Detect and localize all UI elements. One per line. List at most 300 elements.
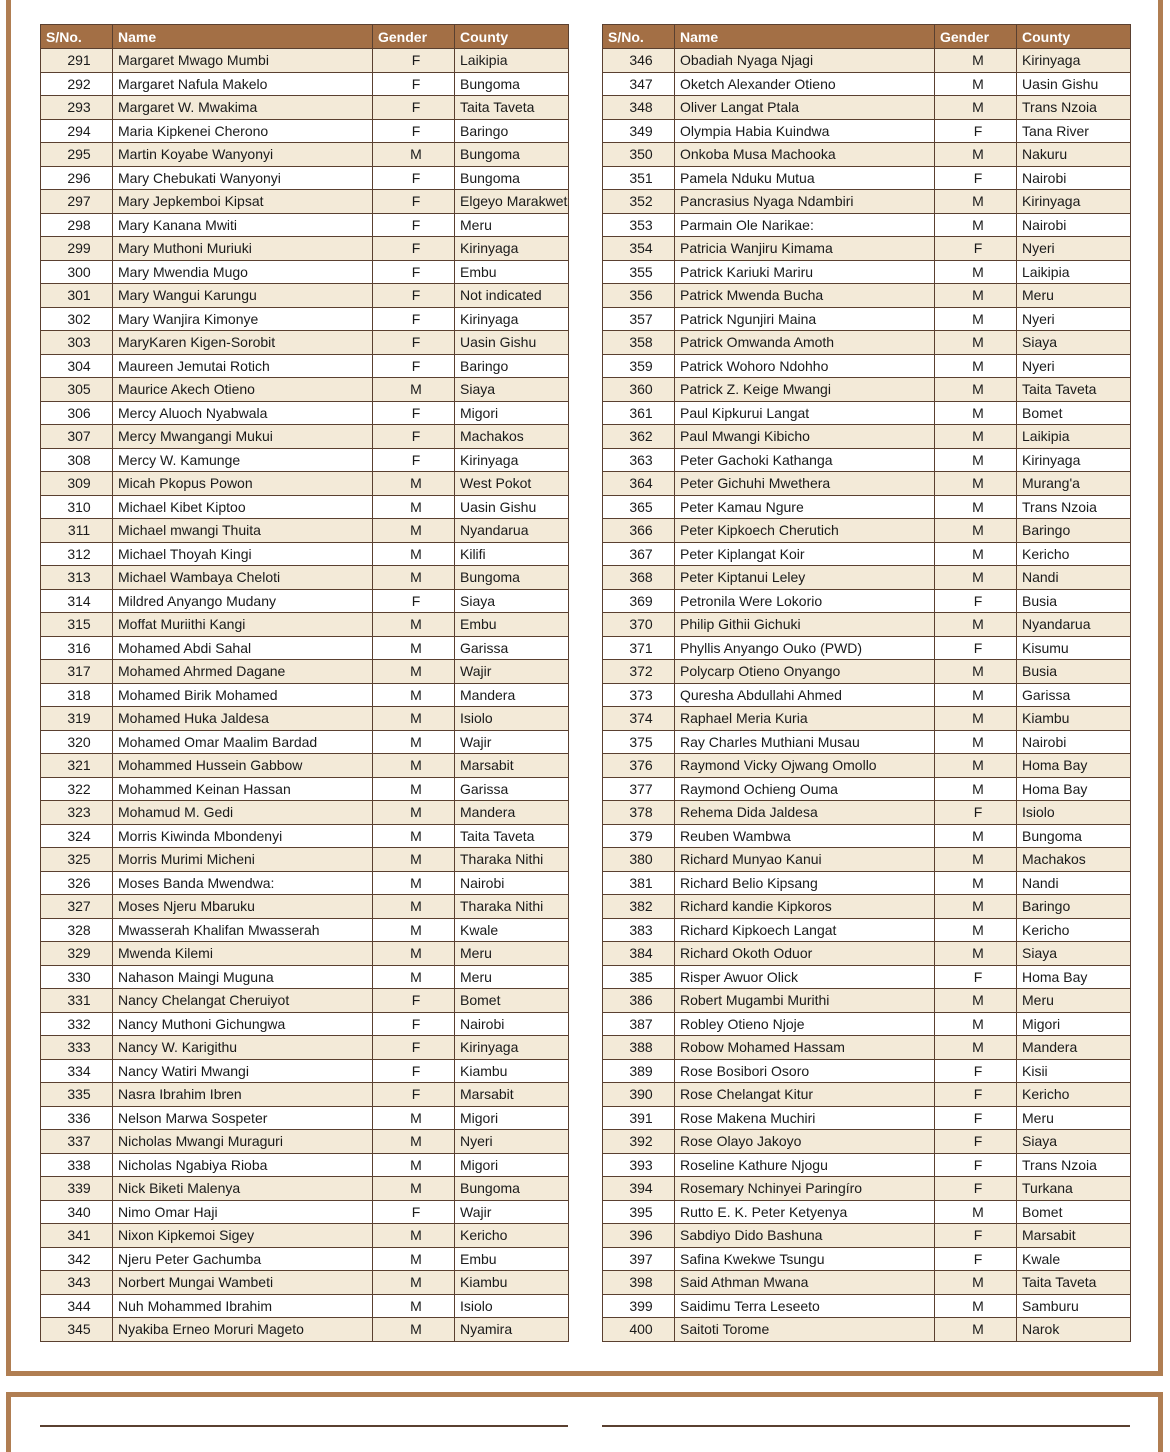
cell-county: Siaya [455,378,569,402]
cell-county: Kericho [1017,918,1131,942]
table-row [603,190,1131,214]
cell-county: Trans Nzoia [1017,96,1131,120]
cell-gender: M [935,895,1017,919]
cell-county: Migori [455,1153,569,1177]
cell-gender: M [373,777,455,801]
cell-sno: 374 [603,707,675,731]
cell-sno: 390 [603,1083,675,1107]
cell-county: Homa Bay [1017,965,1131,989]
cell-name: Nahason Maingi Muguna [113,965,373,989]
cell-gender: F [373,307,455,331]
cell-sno: 339 [41,1177,113,1201]
cell-county: Nyeri [1017,237,1131,261]
table-row [603,166,1131,190]
cell-name: Patrick Ngunjiri Maina [675,307,935,331]
cell-sno: 304 [41,354,113,378]
cell-county: Busia [1017,589,1131,613]
table-row [41,942,569,966]
cell-name: Mwasserah Khalifan Mwasserah [113,918,373,942]
cell-county: Taita Taveta [455,96,569,120]
cell-sno: 293 [41,96,113,120]
cell-name: MaryKaren Kigen-Sorobit [113,331,373,355]
table-row [41,307,569,331]
roster-table-left [40,24,569,1342]
cell-name: Nasra Ibrahim Ibren [113,1083,373,1107]
cell-county: Kwale [455,918,569,942]
table-row [603,119,1131,143]
cell-sno: 327 [41,895,113,919]
table-row [603,425,1131,449]
cell-gender: M [935,566,1017,590]
cell-name: Risper Awuor Olick [675,965,935,989]
cell-sno: 299 [41,237,113,261]
cell-name: Philip Githii Gichuki [675,613,935,637]
cell-sno: 380 [603,848,675,872]
cell-sno: 294 [41,119,113,143]
cell-sno: 336 [41,1106,113,1130]
table-row [41,213,569,237]
cell-county: Siaya [1017,331,1131,355]
cell-gender: M [935,331,1017,355]
cell-gender: M [935,190,1017,214]
cell-gender: M [935,542,1017,566]
table-row [41,965,569,989]
table-row [41,660,569,684]
cell-county: Kiambu [455,1271,569,1295]
cell-gender: F [373,425,455,449]
table-row [41,1247,569,1271]
header-gender: Gender [373,25,455,49]
table-row [41,1177,569,1201]
cell-name: Mohamed Birik Mohamed [113,683,373,707]
table-row [41,49,569,73]
cell-sno: 316 [41,636,113,660]
cell-gender: F [935,1083,1017,1107]
cell-sno: 320 [41,730,113,754]
cell-county: Kericho [455,1224,569,1248]
table-row [603,942,1131,966]
cell-sno: 398 [603,1271,675,1295]
cell-sno: 322 [41,777,113,801]
cell-county: Kiambu [455,1059,569,1083]
cell-name: Richard Munyao Kanui [675,848,935,872]
cell-gender: M [935,1318,1017,1342]
cell-county: Embu [455,260,569,284]
cell-county: Isiolo [455,1294,569,1318]
roster-body-left [41,49,569,1342]
cell-county: Kirinyaga [1017,49,1131,73]
table-row [603,143,1131,167]
cell-name: Raymond Vicky Ojwang Omollo [675,754,935,778]
cell-county: Bungoma [455,566,569,590]
cell-gender: F [373,1059,455,1083]
cell-county: Homa Bay [1017,777,1131,801]
table-row [603,1012,1131,1036]
header-sno: S/No. [603,25,675,49]
cell-county: Kirinyaga [1017,448,1131,472]
cell-name: Peter Gichuhi Mwethera [675,472,935,496]
cell-county: Nairobi [455,871,569,895]
cell-county: Kericho [1017,1083,1131,1107]
cell-name: Rosemary Nchinyei Paringíro [675,1177,935,1201]
cell-sno: 325 [41,848,113,872]
cell-county: Meru [1017,989,1131,1013]
cell-name: Patrick Kariuki Mariru [675,260,935,284]
cell-sno: 355 [603,260,675,284]
cell-sno: 377 [603,777,675,801]
cell-gender: M [373,801,455,825]
cell-county: Marsabit [1017,1224,1131,1248]
cell-gender: M [935,448,1017,472]
cell-county: Migori [1017,1012,1131,1036]
table-row [41,683,569,707]
cell-sno: 353 [603,213,675,237]
cell-name: Norbert Mungai Wambeti [113,1271,373,1295]
table-row [603,378,1131,402]
table-row [41,1106,569,1130]
cell-sno: 368 [603,566,675,590]
cell-county: Bungoma [1017,824,1131,848]
cell-name: Rose Chelangat Kitur [675,1083,935,1107]
cell-sno: 366 [603,519,675,543]
cell-sno: 330 [41,965,113,989]
cell-sno: 306 [41,401,113,425]
cell-county: Machakos [455,425,569,449]
cell-county: Mandera [1017,1036,1131,1060]
cell-name: Mercy Mwangangi Mukui [113,425,373,449]
cell-county: Meru [1017,1106,1131,1130]
table-row [603,237,1131,261]
table-row [41,1271,569,1295]
cell-sno: 338 [41,1153,113,1177]
cell-gender: M [935,72,1017,96]
cell-county: Taita Taveta [1017,378,1131,402]
cell-sno: 315 [41,613,113,637]
cell-county: West Pokot [455,472,569,496]
cell-county: Wajir [455,660,569,684]
cell-gender: F [935,1106,1017,1130]
cell-name: Mary Wangui Karungu [113,284,373,308]
cell-gender: F [373,260,455,284]
cell-sno: 362 [603,425,675,449]
cell-gender: M [373,965,455,989]
table-row [41,542,569,566]
cell-sno: 358 [603,331,675,355]
next-page-table-top-right [602,1425,1130,1433]
cell-name: Robow Mohamed Hassam [675,1036,935,1060]
table-row [603,1036,1131,1060]
cell-sno: 292 [41,72,113,96]
table-row [41,589,569,613]
cell-gender: M [373,754,455,778]
cell-sno: 340 [41,1200,113,1224]
table-row [603,1106,1131,1130]
cell-sno: 352 [603,190,675,214]
cell-county: Bomet [455,989,569,1013]
cell-gender: M [935,284,1017,308]
cell-name: Saidimu Terra Leseeto [675,1294,935,1318]
header-sno: S/No. [41,25,113,49]
cell-name: Nimo Omar Haji [113,1200,373,1224]
cell-county: Machakos [1017,848,1131,872]
header-name: Name [113,25,373,49]
table-row [603,1294,1131,1318]
cell-gender: M [935,730,1017,754]
cell-name: Raphael Meria Kuria [675,707,935,731]
table-row [41,871,569,895]
cell-county: Murang'a [1017,472,1131,496]
cell-sno: 359 [603,354,675,378]
table-row [41,1200,569,1224]
table-row [41,331,569,355]
cell-name: Rehema Dida Jaldesa [675,801,935,825]
cell-name: Olympia Habia Kuindwa [675,119,935,143]
cell-county: Homa Bay [1017,754,1131,778]
cell-name: Roseline Kathure Njogu [675,1153,935,1177]
cell-gender: M [935,660,1017,684]
cell-sno: 378 [603,801,675,825]
cell-county: Nyeri [1017,354,1131,378]
cell-name: Moses Njeru Mbaruku [113,895,373,919]
table-row [41,354,569,378]
cell-county: Meru [455,213,569,237]
cell-sno: 361 [603,401,675,425]
cell-county: Baringo [455,354,569,378]
cell-name: Mohammed Hussein Gabbow [113,754,373,778]
table-row [603,448,1131,472]
cell-county: Bomet [1017,401,1131,425]
cell-sno: 301 [41,284,113,308]
table-row [41,378,569,402]
header-gender: Gender [935,25,1017,49]
cell-name: Rose Olayo Jakoyo [675,1130,935,1154]
cell-gender: M [935,1294,1017,1318]
cell-name: Pancrasius Nyaga Ndambiri [675,190,935,214]
cell-gender: F [935,1130,1017,1154]
cell-county: Laikipia [455,49,569,73]
table-row [603,1130,1131,1154]
cell-gender: M [373,566,455,590]
table-row [603,707,1131,731]
cell-county: Garissa [455,777,569,801]
cell-gender: F [373,284,455,308]
cell-sno: 384 [603,942,675,966]
cell-gender: M [373,542,455,566]
cell-sno: 397 [603,1247,675,1271]
cell-gender: F [373,448,455,472]
table-row [41,1130,569,1154]
table-row [41,1318,569,1342]
table-row [41,284,569,308]
cell-county: Bungoma [455,166,569,190]
header-county: County [1017,25,1131,49]
cell-gender: M [373,1130,455,1154]
cell-gender: F [373,401,455,425]
cell-gender: F [935,1177,1017,1201]
cell-name: Mary Mwendia Mugo [113,260,373,284]
cell-gender: M [373,824,455,848]
cell-sno: 394 [603,1177,675,1201]
cell-gender: F [373,96,455,120]
cell-county: Narok [1017,1318,1131,1342]
cell-gender: F [373,1036,455,1060]
cell-sno: 319 [41,707,113,731]
cell-sno: 341 [41,1224,113,1248]
cell-county: Marsabit [455,1083,569,1107]
cell-county: Nairobi [1017,166,1131,190]
cell-gender: F [373,989,455,1013]
cell-sno: 311 [41,519,113,543]
cell-name: Nancy W. Karigithu [113,1036,373,1060]
cell-county: Nandi [1017,566,1131,590]
cell-name: Rose Bosibori Osoro [675,1059,935,1083]
cell-gender: F [935,1153,1017,1177]
cell-gender: M [373,1106,455,1130]
cell-county: Kiambu [1017,707,1131,731]
cell-county: Isiolo [1017,801,1131,825]
cell-sno: 371 [603,636,675,660]
cell-name: Oketch Alexander Otieno [675,72,935,96]
cell-county: Laikipia [1017,260,1131,284]
cell-name: Morris Murimi Micheni [113,848,373,872]
table-row [603,965,1131,989]
cell-name: Patrick Omwanda Amoth [675,331,935,355]
cell-gender: M [935,848,1017,872]
table-row [603,660,1131,684]
cell-county: Nairobi [1017,213,1131,237]
cell-name: Mary Jepkemboi Kipsat [113,190,373,214]
cell-gender: M [935,378,1017,402]
cell-name: Nuh Mohammed Ibrahim [113,1294,373,1318]
cell-county: Kirinyaga [455,1036,569,1060]
cell-name: Mary Wanjira Kimonye [113,307,373,331]
cell-gender: M [935,989,1017,1013]
cell-sno: 335 [41,1083,113,1107]
cell-name: Morris Kiwinda Mbondenyi [113,824,373,848]
cell-sno: 324 [41,824,113,848]
table-row [41,1059,569,1083]
table-row [41,1012,569,1036]
cell-name: Peter Kamau Ngure [675,495,935,519]
table-row [603,472,1131,496]
table-row [41,260,569,284]
cell-name: Patrick Mwenda Bucha [675,284,935,308]
cell-county: Trans Nzoia [1017,495,1131,519]
cell-name: Michael mwangi Thuita [113,519,373,543]
cell-gender: M [935,1036,1017,1060]
table-row [603,49,1131,73]
cell-sno: 385 [603,965,675,989]
cell-county: Taita Taveta [455,824,569,848]
cell-gender: M [935,213,1017,237]
cell-gender: M [935,425,1017,449]
cell-sno: 302 [41,307,113,331]
cell-county: Bungoma [455,72,569,96]
cell-sno: 334 [41,1059,113,1083]
cell-county: Turkana [1017,1177,1131,1201]
cell-gender: M [935,683,1017,707]
cell-county: Tharaka Nithi [455,848,569,872]
cell-county: Siaya [455,589,569,613]
table-row [603,401,1131,425]
cell-gender: F [373,119,455,143]
cell-sno: 310 [41,495,113,519]
cell-county: Trans Nzoia [1017,1153,1131,1177]
cell-sno: 387 [603,1012,675,1036]
table-row [603,1271,1131,1295]
cell-gender: M [373,730,455,754]
cell-sno: 308 [41,448,113,472]
table-row [603,871,1131,895]
cell-county: Nyeri [1017,307,1131,331]
cell-name: Peter Kipkoech Cherutich [675,519,935,543]
cell-name: Mercy Aluoch Nyabwala [113,401,373,425]
cell-sno: 309 [41,472,113,496]
cell-name: Mohamed Huka Jaldesa [113,707,373,731]
cell-sno: 395 [603,1200,675,1224]
table-row [603,566,1131,590]
cell-sno: 337 [41,1130,113,1154]
table-row [41,519,569,543]
table-row [603,260,1131,284]
table-row [41,989,569,1013]
table-row [603,542,1131,566]
cell-gender: M [935,777,1017,801]
cell-sno: 332 [41,1012,113,1036]
table-row [603,495,1131,519]
cell-sno: 326 [41,871,113,895]
header-county: County [455,25,569,49]
cell-gender: F [935,119,1017,143]
cell-county: Garissa [455,636,569,660]
cell-sno: 356 [603,284,675,308]
cell-sno: 369 [603,589,675,613]
cell-county: Taita Taveta [1017,1271,1131,1295]
cell-name: Maria Kipkenei Cherono [113,119,373,143]
table-row [41,425,569,449]
cell-gender: M [373,848,455,872]
cell-name: Peter Kiplangat Koir [675,542,935,566]
cell-name: Michael Kibet Kiptoo [113,495,373,519]
cell-sno: 391 [603,1106,675,1130]
cell-gender: M [373,472,455,496]
cell-name: Michael Thoyah Kingi [113,542,373,566]
cell-sno: 295 [41,143,113,167]
cell-gender: M [373,1294,455,1318]
cell-name: Mohamed Omar Maalim Bardad [113,730,373,754]
cell-sno: 300 [41,260,113,284]
cell-county: Garissa [1017,683,1131,707]
cell-name: Rose Makena Muchiri [675,1106,935,1130]
cell-sno: 312 [41,542,113,566]
cell-sno: 392 [603,1130,675,1154]
cell-sno: 343 [41,1271,113,1295]
cell-gender: M [935,519,1017,543]
cell-sno: 303 [41,331,113,355]
cell-name: Parmain Ole Narikae: [675,213,935,237]
cell-name: Patricia Wanjiru Kimama [675,237,935,261]
cell-name: Saitoti Torome [675,1318,935,1342]
cell-sno: 298 [41,213,113,237]
cell-gender: M [935,1200,1017,1224]
cell-county: Meru [455,942,569,966]
cell-county: Tharaka Nithi [455,895,569,919]
cell-county: Uasin Gishu [455,495,569,519]
cell-sno: 393 [603,1153,675,1177]
cell-name: Maurice Akech Otieno [113,378,373,402]
cell-name: Patrick Z. Keige Mwangi [675,378,935,402]
table-row [41,96,569,120]
